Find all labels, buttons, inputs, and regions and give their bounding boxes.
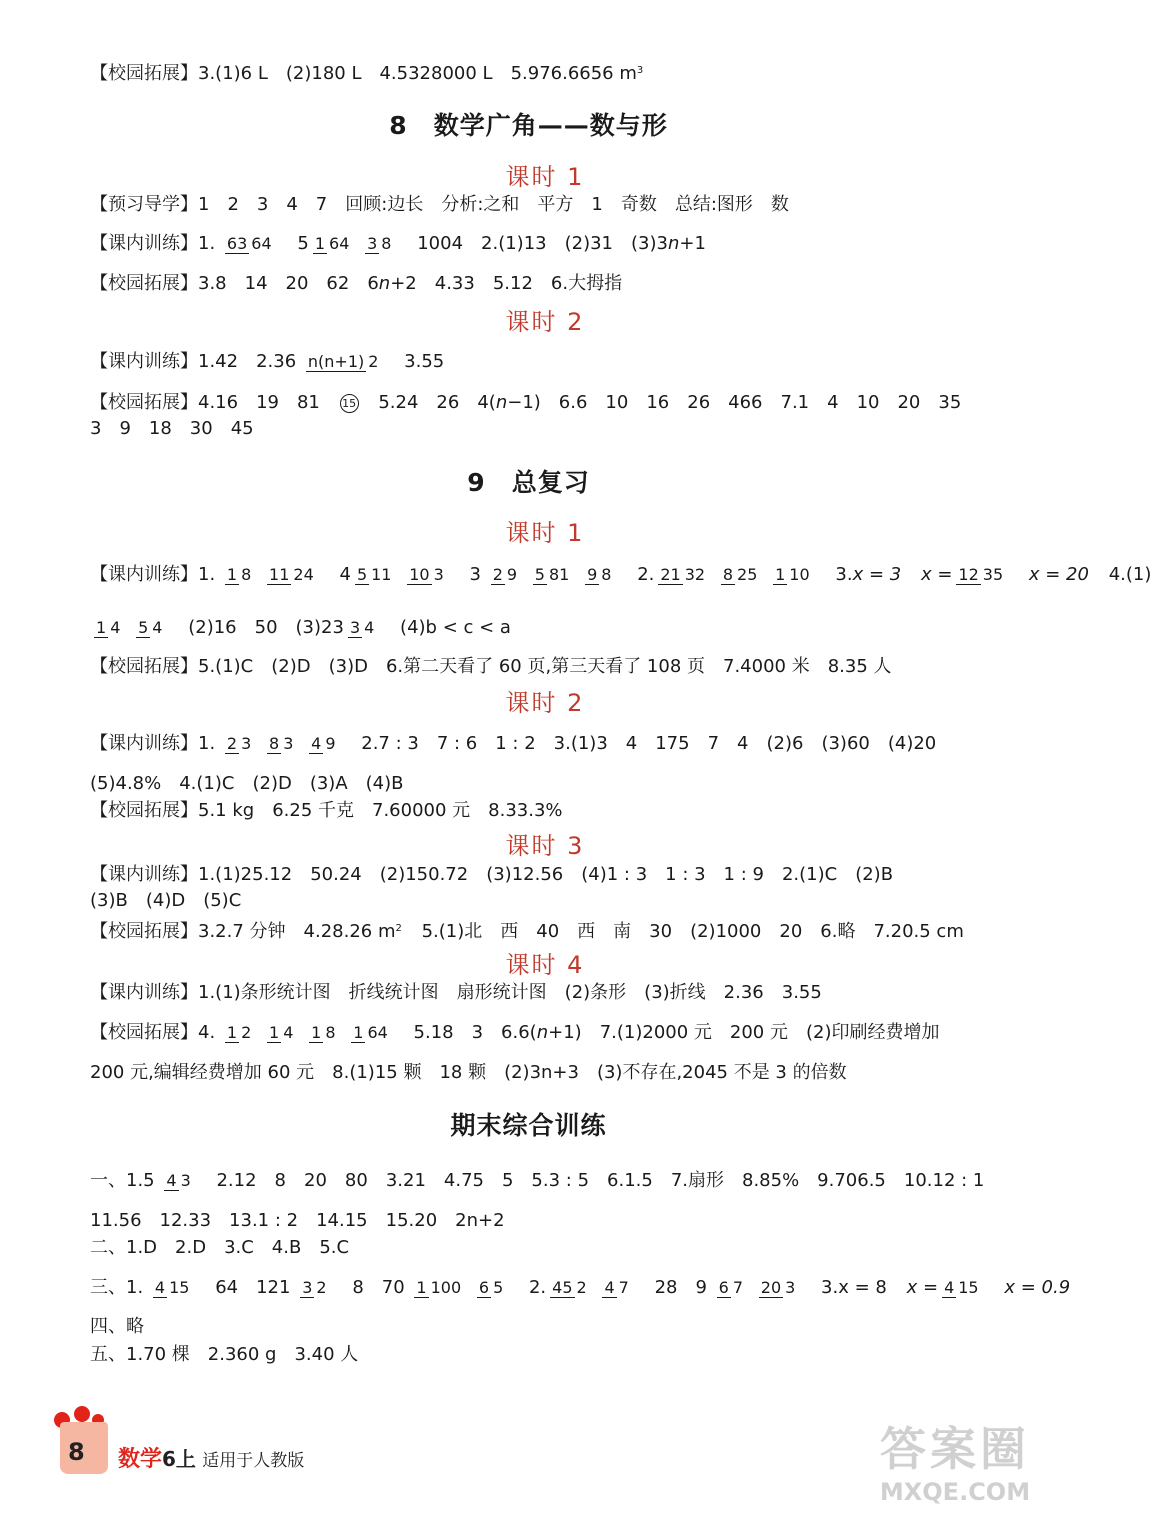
fraction: 10 3: [409, 565, 444, 584]
train-line: 【课内训练】1. 2 3 8 3 4 9 2.7 : 3 7 : 6 1 : 2 3.(1)3 4 175 7 4 (2)6 (3)60 (4)20: [90, 733, 937, 754]
train-line-cont: (5)4.8% 4.(1)C (2)D (3)A (4)B: [90, 773, 404, 794]
extension-line: 【校园拓展】4.16 19 81 15 5.24 26 4(n−1) 6.6 10 16 26 466 7.1 4 10 20 35: [90, 392, 962, 413]
fraction: 11 24: [269, 565, 314, 584]
train-line-cont: (3)B (4)D (5)C: [90, 890, 242, 911]
fraction: 4 7: [604, 1278, 629, 1297]
final-part-1: 一、1.5 4 3 2.12 8 20 80 3.21 4.75 5 5.3 : 5 6.1.5 7.扇形 8.85% 9.706.5 10.12 : 1: [90, 1170, 985, 1191]
fraction: 12 35: [958, 565, 1004, 584]
lesson-2-heading: 课时 2: [505, 689, 585, 717]
fraction: 4 15: [944, 1278, 979, 1297]
lesson-3-heading: 课时 3: [505, 832, 585, 860]
fraction: 9 8: [587, 565, 612, 584]
train-line: 【课内训练】1. 63 64 5 1 64 3 8 1004 2.(1)13 (2)31 (3)3n+1: [90, 233, 706, 254]
train-line: 【课内训练】1.42 2.36 n(n+1) 2 3.55: [90, 351, 445, 372]
train-line: 【课内训练】1.(1)25.12 50.24 (2)150.72 (3)12.56 (4)1 : 3 1 : 3 1 : 9 2.(1)C (2)B: [90, 864, 894, 885]
fraction: 8 25: [722, 565, 758, 584]
fraction: 45 2: [552, 1278, 587, 1297]
fraction: 3 4: [349, 618, 375, 637]
lesson-1-heading: 课时 1: [505, 519, 585, 547]
final-part-4: 四、略: [90, 1316, 144, 1337]
fraction: 1 4: [269, 1023, 294, 1042]
lesson-4-heading: 课时 4: [505, 951, 585, 979]
fraction: n(n+1) 2: [307, 352, 379, 371]
train-line: 【课内训练】1.(1)条形统计图 折线统计图 扇形统计图 (2)条形 (3)折线 2.36 3.55: [90, 982, 822, 1003]
fraction: 5 4: [138, 618, 163, 637]
fraction: 2 9: [492, 565, 518, 584]
final-part-5: 五、1.70 棵 2.360 g 3.40 人: [90, 1344, 359, 1365]
flower-icon: [74, 1406, 90, 1422]
extension-line-cont: 3 9 18 30 45: [90, 418, 254, 439]
fraction: 4 15: [154, 1278, 190, 1297]
preview-line: 【预习导学】1 2 3 4 7 回顾:边长 分析:之和 平方 1 奇数 总结:图形 数: [90, 194, 789, 215]
fraction: 1 10: [775, 565, 810, 584]
fraction: 6 7: [718, 1278, 744, 1297]
fraction: 5 81: [534, 565, 570, 584]
chapter-9-title: 9 总复习: [467, 468, 590, 497]
fraction: 4 9: [311, 734, 336, 753]
final-part-1-cont: 11.56 12.33 13.1 : 2 14.15 15.20 2n+2: [90, 1210, 505, 1231]
top-answer-line: 【校园拓展】3.(1)6 L (2)180 L 4.5328000 L 5.976.6656 $m^3$: [90, 63, 644, 84]
fraction: 1 64: [314, 234, 350, 253]
extension-line: 【校园拓展】4. 1 2 1 4 1 8 1 64 5.18 3 6.6(n+1) 7.(1)2000 元 200 元 (2)印刷经费增加: [90, 1022, 940, 1043]
fraction: 2 3: [226, 734, 252, 753]
extension-line: 【校园拓展】5.1 kg 6.25 千克 7.60000 元 8.33.3%: [90, 800, 563, 821]
fraction: 3 8: [367, 234, 392, 253]
page-footer: [50, 1412, 350, 1482]
final-part-3: 三、1. 4 15 64 121 3 2 8 70 1 100 6 5 2. 45 2 4 7 28 9 6 7 20 3 3.x = 8 x = 4 15 x = 0.9: [90, 1277, 1071, 1298]
fraction: 3 2: [302, 1278, 327, 1297]
fraction: 1 8: [226, 565, 252, 584]
fraction: 6 5: [478, 1278, 504, 1297]
fraction: 63 64: [226, 234, 272, 253]
circled-number: 15: [340, 394, 359, 413]
extension-line: 【校园拓展】3.2.7 分钟 4.28.26 $m^2$ 5.(1)北 西 40 西 南 30 (2)1000 20 6.略 7.20.5 cm: [90, 921, 964, 942]
section-tag: 【校园拓展】: [90, 63, 198, 84]
chapter-8-title: 8 数学广角——数与形: [389, 111, 668, 140]
extension-line: 【校园拓展】5.(1)C (2)D (3)D 6.第二天看了 60 页,第三天看了 108 页 7.4000 米 8.35 人: [90, 656, 892, 677]
fraction: 1 8: [311, 1023, 336, 1042]
fraction: 1 4: [96, 618, 121, 637]
lesson-1-heading: 课时 1: [505, 163, 585, 191]
lesson-2-heading: 课时 2: [505, 308, 585, 336]
page-number: 8: [68, 1438, 85, 1466]
fraction: 1 2: [226, 1023, 252, 1042]
final-part-2: 二、1.D 2.D 3.C 4.B 5.C: [90, 1237, 350, 1258]
extension-line: 【校园拓展】3.8 14 20 62 6n+2 4.33 5.12 6.大拇指: [90, 273, 623, 294]
book-info: 数学6上 适用于人教版: [118, 1447, 305, 1472]
fraction: 8 3: [269, 734, 294, 753]
fraction: 1 100: [416, 1278, 462, 1297]
train-line: 【课内训练】1. 1 8 11 24 4 5 11 10 3 3 2 9 5 81 9 8 2. 21 32 8 25 1 10 3.x = 3 x = 12 35 x = 20 4.(1): [90, 564, 1151, 585]
extension-line-cont: 200 元,编辑经费增加 60 元 8.(1)15 颗 18 颗 (2)3n+3 (3)不存在,2045 不是 3 的倍数: [90, 1062, 847, 1083]
fraction: 20 3: [760, 1278, 796, 1297]
fraction: 21 32: [660, 565, 706, 584]
final-review-title: 期末综合训练: [450, 1111, 607, 1140]
fraction: 1 64: [353, 1023, 388, 1042]
train-line-cont: 1 4 5 4 (2)16 50 (3)23 3 4 (4)b < c < a: [96, 617, 511, 638]
watermark: 答案圈 MXQE.COM: [879, 1422, 1031, 1506]
fraction: 5 11: [356, 565, 392, 584]
fraction: 4 3: [166, 1171, 191, 1190]
